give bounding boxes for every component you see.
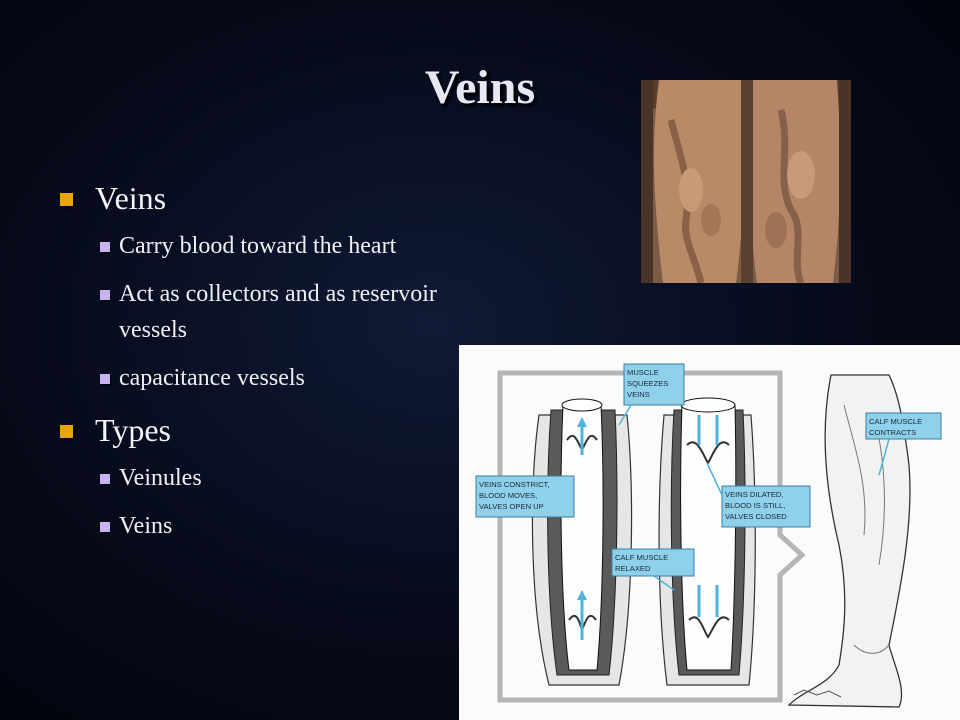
square-bullet-icon: [60, 425, 73, 438]
callout-text: VEINS DILATED,: [725, 490, 784, 499]
sub-bullet-text: Veins: [119, 513, 173, 539]
callout-text: VALVES CLOSED: [725, 512, 787, 521]
sub-bullet: [86, 276, 440, 348]
vein-dilated-illustration: [659, 398, 755, 685]
sub-bullet: [86, 460, 440, 496]
callout-text: VALVES OPEN UP: [479, 502, 544, 511]
callout-text: CALF MUSCLE: [615, 553, 669, 562]
bullet-list: [60, 172, 440, 556]
square-bullet-icon: [100, 522, 110, 532]
sub-bullet: [86, 360, 440, 396]
bullet-types: [60, 408, 440, 544]
sub-bullet: [86, 228, 440, 264]
vein-constricted-illustration: [532, 399, 631, 685]
callout-text: BLOOD IS STILL,: [725, 501, 786, 510]
sub-bullet-list: [95, 228, 440, 396]
sub-bullet-list: [95, 460, 440, 544]
callout-text: CONTRACTS: [869, 428, 917, 437]
square-bullet-icon: [100, 242, 110, 252]
sub-bullet-text: Act as collectors and as reservoir vessels: [119, 281, 437, 343]
callout-text: CALF MUSCLE: [869, 417, 923, 426]
callout-text: BLOOD MOVES,: [479, 491, 538, 500]
sub-bullet-text: capacitance vessels: [119, 365, 305, 391]
sub-bullet: [86, 508, 440, 544]
vein-valve-diagram: [459, 345, 960, 720]
callout-veins-constrict: [476, 476, 574, 517]
callout-text: VEINS: [627, 390, 650, 399]
bullet-veins: [60, 176, 440, 396]
square-bullet-icon: [60, 193, 73, 206]
sub-bullet-text: Veinules: [119, 465, 202, 491]
callout-text: RELAXED: [615, 564, 651, 573]
square-bullet-icon: [100, 290, 110, 300]
sub-bullet-text: Carry blood toward the heart: [119, 233, 397, 259]
square-bullet-icon: [100, 474, 110, 484]
slide-title: Veins: [424, 61, 536, 114]
callout-text: SQUEEZES: [627, 379, 669, 388]
square-bullet-icon: [100, 374, 110, 384]
bullet-text: Types: [95, 412, 171, 448]
callout-text: VEINS CONSTRICT,: [479, 480, 550, 489]
varicose-veins-photo: [641, 80, 851, 283]
callout-text: MUSCLE: [627, 368, 659, 377]
bullet-text: Veins: [95, 180, 167, 216]
